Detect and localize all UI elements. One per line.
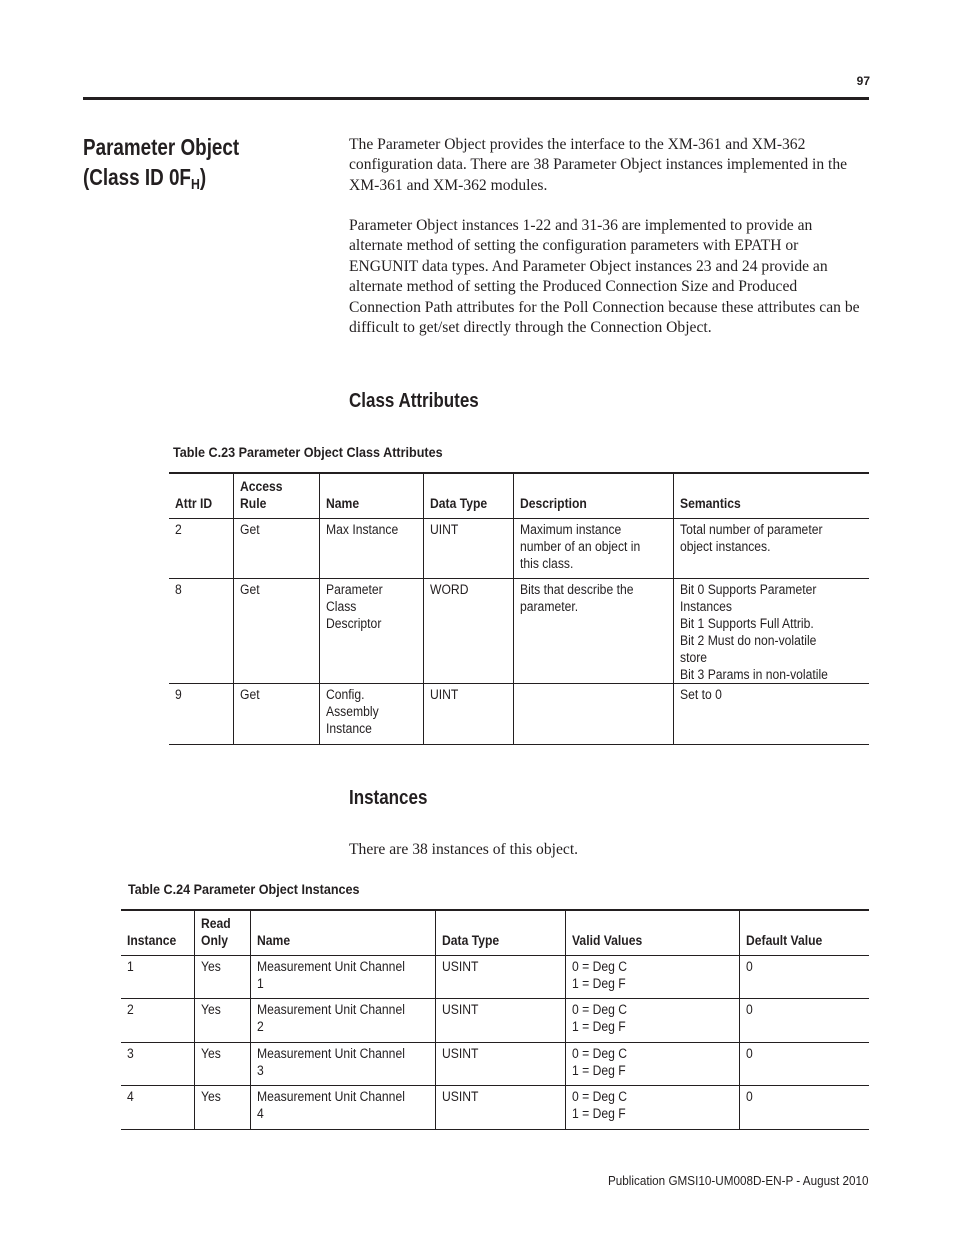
- table-cell: 0 = Deg C 1 = Deg F: [565, 1042, 739, 1086]
- table-header-row: [121, 910, 869, 955]
- table-cell: Measurement Unit Channel 4: [250, 1086, 435, 1130]
- table-cell: Measurement Unit Channel 1: [250, 955, 435, 999]
- table-cell: Maximum instance number of an object in this class.: [513, 518, 673, 578]
- table-cell: 0: [739, 955, 869, 999]
- table-cell: 0: [739, 1086, 869, 1130]
- table-cell: 0 = Deg C 1 = Deg F: [565, 1086, 739, 1130]
- column-header: Name: [250, 910, 435, 955]
- publication-footer: Publication GMSI10-UM008D-EN-P - August 2010: [608, 1173, 869, 1188]
- table-cell: 0 = Deg C 1 = Deg F: [565, 999, 739, 1043]
- instances-paragraph: Parameter Object instances 1-22 and 31-36 are implemented to provide an alternate method of setting the configuration parameters with EPATH or ENGUNIT data types. And Parameter Object instances 23 and 24 provide an alternate method of setting the Produced Connection Size and Produced Connection Path attributes for the Poll Connection because these attributes can be difficult to get/set directly through the Connection Object.: [349, 217, 860, 337]
- class-attributes-table: [169, 472, 869, 745]
- instances-heading: Instances: [349, 787, 428, 809]
- table-cell: Config. Assembly Instance: [319, 683, 423, 744]
- table-cell: USINT: [435, 1086, 565, 1130]
- section-title-line1: Parameter Object: [83, 134, 240, 160]
- table-cell: Total number of parameter object instances.: [673, 518, 869, 578]
- header-rule: [83, 97, 869, 100]
- table-cell: Yes: [194, 955, 250, 999]
- column-header: Instance: [127, 932, 177, 948]
- table-cell: Bit 0 Supports Parameter Instances Bit 1 Supports Full Attrib. Bit 2 Must do non-volatile store Bit 3 Params in non-volatile: [673, 578, 869, 683]
- table-row: [121, 1086, 869, 1130]
- table-cell: 4: [121, 1086, 194, 1130]
- instances-table: [121, 909, 869, 1130]
- table-row: [121, 1042, 869, 1086]
- column-header: Description: [513, 473, 673, 518]
- table-cell: UINT: [423, 518, 513, 578]
- table-header-row: [169, 473, 869, 518]
- table-cell: Yes: [194, 999, 250, 1043]
- table-row: [121, 999, 869, 1043]
- table-cell: Set to 0: [673, 683, 869, 744]
- table-cell: Get: [233, 518, 319, 578]
- table-cell: 2: [121, 999, 194, 1043]
- table-cell: 1: [121, 955, 194, 999]
- section-title: [83, 132, 288, 200]
- table-cell: Get: [233, 683, 319, 744]
- table-cell: USINT: [435, 955, 565, 999]
- table-cell: 2: [169, 518, 233, 578]
- table-cell: UINT: [423, 683, 513, 744]
- table-row: [169, 578, 869, 683]
- table-cell: Max Instance: [319, 518, 423, 578]
- column-header: Data Type: [435, 910, 565, 955]
- column-header: Access Rule: [233, 473, 319, 518]
- table-cell: 0: [739, 1042, 869, 1086]
- table-row: [169, 683, 869, 744]
- column-header: Default Value: [739, 910, 869, 955]
- page-number: 97: [856, 74, 870, 88]
- column-header: Valid Values: [565, 910, 739, 955]
- table-cell: Bits that describe the parameter.: [513, 578, 673, 683]
- column-header: Name: [319, 473, 423, 518]
- table-cell: 3: [121, 1042, 194, 1086]
- column-header: Data Type: [423, 473, 513, 518]
- intro-paragraph: The Parameter Object provides the interface to the XM-361 and XM-362 configuration data. There are 38 Parameter Object instances implemented in the XM-361 and XM-362 modules.: [349, 136, 848, 194]
- table-cell: Measurement Unit Channel 2: [250, 999, 435, 1043]
- table-row: [169, 518, 869, 578]
- column-header: Attr ID: [175, 495, 213, 511]
- table-cell: 0 = Deg C 1 = Deg F: [565, 955, 739, 999]
- table-cell: Yes: [194, 1086, 250, 1130]
- table-row: [121, 955, 869, 999]
- table-cell: 0: [739, 999, 869, 1043]
- table-cell: 8: [169, 578, 233, 683]
- instances-intro: There are 38 instances of this object.: [349, 841, 579, 858]
- table-cell: USINT: [435, 999, 565, 1043]
- table-c24-caption: Table C.24 Parameter Object Instances: [128, 881, 360, 897]
- table-cell: WORD: [423, 578, 513, 683]
- table-cell: Measurement Unit Channel 3: [250, 1042, 435, 1086]
- table-c23-caption: Table C.23 Parameter Object Class Attributes: [173, 444, 443, 460]
- table-cell: [513, 683, 673, 744]
- column-header: Semantics: [673, 473, 869, 518]
- column-header: Read Only: [194, 910, 250, 955]
- section-title-line2: (Class ID $0F_H$): [83, 164, 207, 193]
- table-cell: USINT: [435, 1042, 565, 1086]
- table-cell: Yes: [194, 1042, 250, 1086]
- table-cell: Get: [233, 578, 319, 683]
- class-attributes-heading: Class Attributes: [349, 390, 479, 412]
- table-cell: Parameter Class Descriptor: [319, 578, 423, 683]
- table-cell: 9: [169, 683, 233, 744]
